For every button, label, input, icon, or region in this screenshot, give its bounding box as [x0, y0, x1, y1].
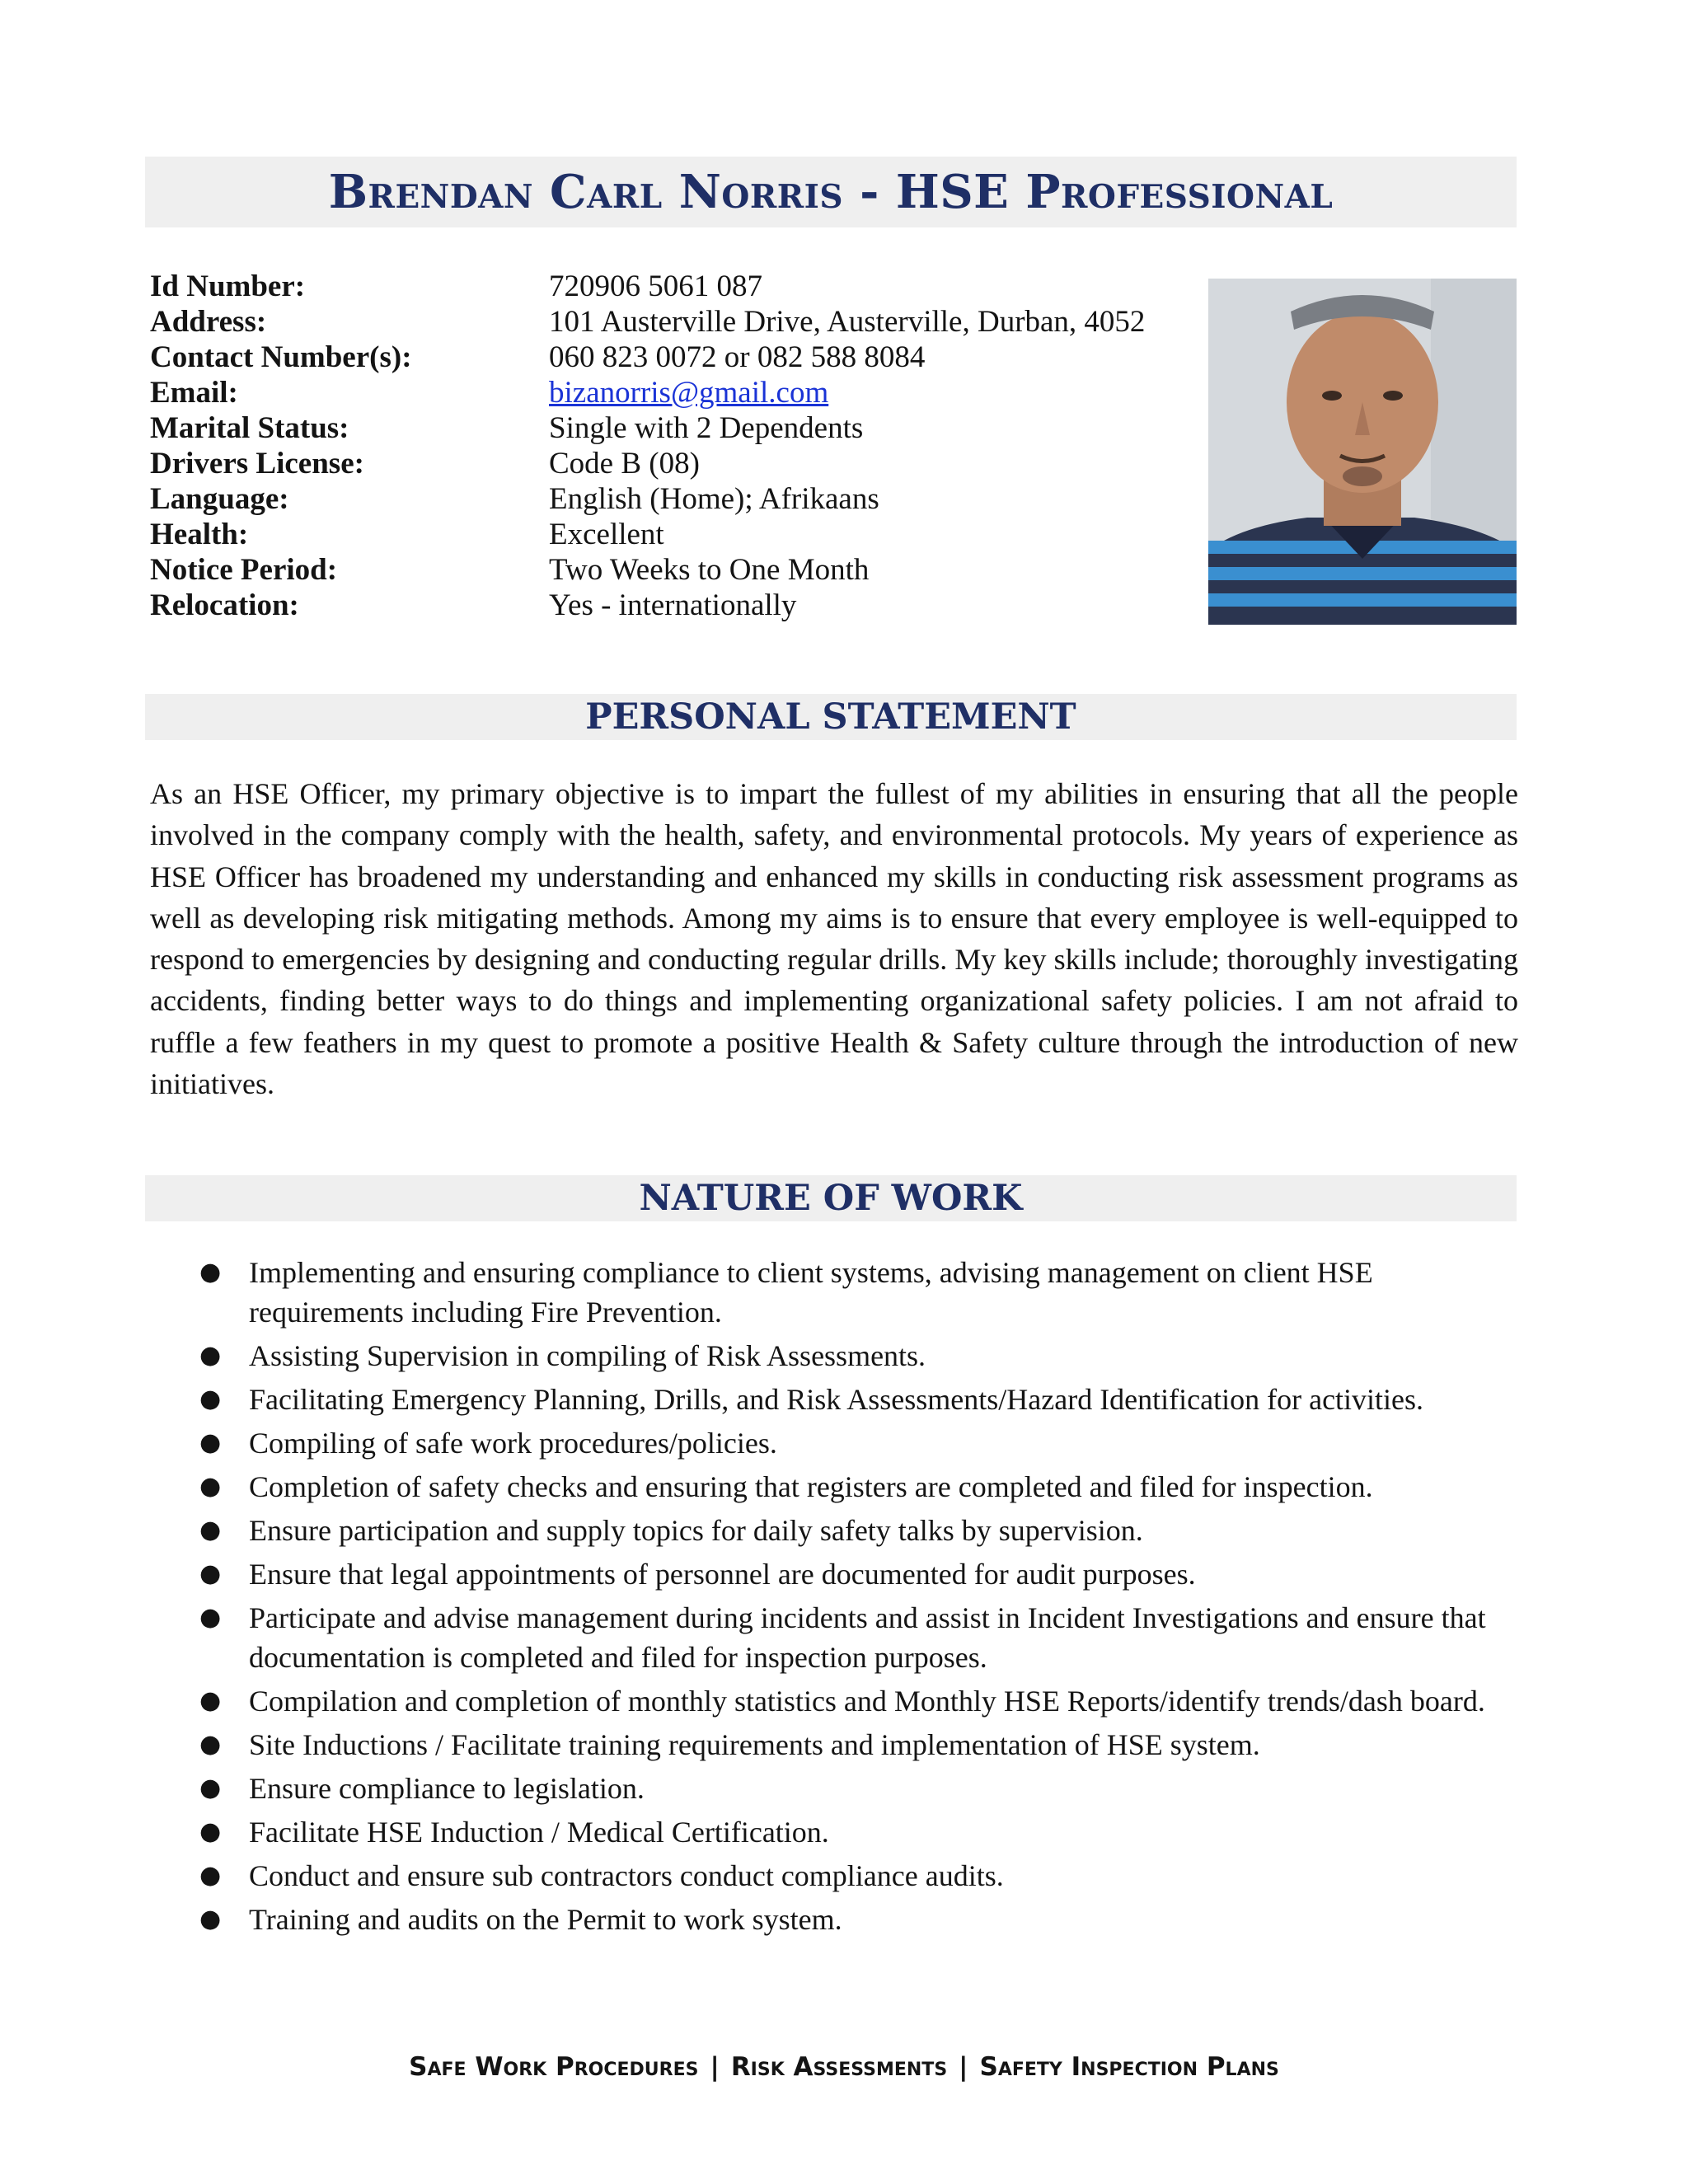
info-value: 720906 5061 087	[549, 269, 762, 303]
list-item	[150, 1900, 1518, 1939]
list-item-text: Ensure participation and supply topics for daily safety talks by supervision.	[249, 1514, 1143, 1547]
info-value: Excellent	[549, 518, 664, 551]
info-label: Health:	[150, 518, 249, 551]
list-item	[150, 1681, 1518, 1721]
list-item	[150, 1380, 1518, 1419]
info-label: Id Number:	[150, 269, 306, 303]
info-label: Language:	[150, 482, 289, 516]
info-label: Drivers License:	[150, 447, 364, 480]
list-item	[150, 1336, 1518, 1376]
footer-separator: |	[959, 2052, 968, 2082]
list-item	[150, 1598, 1518, 1677]
bullet-icon: ●	[199, 1774, 222, 1802]
info-row-contact	[150, 340, 1197, 375]
info-row-marital-status	[150, 410, 1197, 446]
list-item	[150, 1554, 1518, 1594]
bullet-icon: ●	[199, 1817, 222, 1846]
nature-of-work-heading: NATURE OF WORK	[639, 1178, 1023, 1219]
list-item	[150, 1769, 1518, 1808]
footer-item: Safe Work Procedures	[409, 2052, 699, 2082]
bullet-icon: ●	[199, 1258, 222, 1286]
list-item-text: Compilation and completion of monthly statistics and Monthly HSE Reports/identify trends/dash board.	[249, 1685, 1485, 1718]
footer-item: Safety Inspection Plans	[979, 2052, 1279, 2082]
personal-statement-text: As an HSE Officer, my primary objective is to impart the fullest of my abilities in ensuring that all the people involved in the company comply with the health, safety, and environmental protocols. My years of experience as HSE Officer has broadened my understanding and enhanced my skills in conducting risk assessment programs as well as developing risk mitigating methods. Among my aims is to ensure that every employee is well-equipped to respond to emergencies by designing and conducting regular drills. My key skills include; thoroughly investigating accidents, finding better ways to do things and implementing organizational safety policies. I am not afraid to ruffle a few feathers in my quest to promote a positive Health & Safety culture through the introduction of new initiatives.	[150, 777, 1518, 1101]
bullet-icon: ●	[199, 1341, 222, 1370]
list-item	[150, 1423, 1518, 1463]
bullet-icon: ●	[199, 1428, 222, 1457]
bullet-icon: ●	[199, 1905, 222, 1933]
list-item	[150, 1725, 1518, 1765]
email-link[interactable]: bizanorris@gmail.com	[549, 376, 829, 410]
profile-photo	[1208, 279, 1517, 625]
list-item-text: Ensure compliance to legislation.	[249, 1772, 645, 1805]
list-item	[150, 1511, 1518, 1550]
footer-tagline	[0, 2052, 1688, 2082]
nature-of-work-list	[150, 1253, 1518, 1943]
info-value: Yes - internationally	[549, 588, 797, 622]
info-value: 060 823 0072 or 082 588 8084	[549, 340, 926, 374]
info-label: Marital Status:	[150, 411, 349, 445]
bullet-icon: ●	[199, 1516, 222, 1544]
bullet-icon: ●	[199, 1730, 222, 1759]
title-banner	[145, 157, 1517, 227]
info-row-health	[150, 517, 1197, 552]
bullet-icon: ●	[199, 1603, 222, 1632]
info-row-address	[150, 304, 1197, 340]
bullet-icon: ●	[199, 1559, 222, 1588]
info-value: Code B (08)	[549, 447, 700, 480]
list-item	[150, 1467, 1518, 1507]
info-label: Address:	[150, 305, 267, 339]
list-item	[150, 1856, 1518, 1896]
info-label: Relocation:	[150, 588, 299, 622]
personal-statement-banner	[145, 694, 1517, 740]
bullet-icon: ●	[199, 1686, 222, 1715]
info-value: English (Home); Afrikaans	[549, 482, 879, 516]
info-value: Single with 2 Dependents	[549, 411, 864, 445]
bullet-icon: ●	[199, 1861, 222, 1890]
list-item-text: Ensure that legal appointments of personnel are documented for audit purposes.	[249, 1558, 1196, 1591]
info-row-id-number	[150, 269, 1197, 304]
list-item-text: Completion of safety checks and ensuring that registers are completed and filed for inspection.	[249, 1470, 1373, 1503]
info-row-drivers-license	[150, 446, 1197, 481]
list-item-text: Conduct and ensure sub contractors conduct compliance audits.	[249, 1859, 1004, 1892]
list-item-text: Implementing and ensuring compliance to client systems, advising management on client HSE requirements including Fire Prevention.	[249, 1256, 1373, 1329]
list-item	[150, 1253, 1518, 1332]
info-row-notice-period	[150, 552, 1197, 588]
info-value: Two Weeks to One Month	[549, 553, 870, 587]
list-item-text: Facilitating Emergency Planning, Drills, and Risk Assessments/Hazard Identification for activities.	[249, 1383, 1424, 1416]
info-label: Email:	[150, 376, 238, 410]
info-row-email	[150, 375, 1197, 410]
info-label: Notice Period:	[150, 553, 338, 587]
list-item-text: Training and audits on the Permit to work system.	[249, 1903, 842, 1936]
list-item-text: Site Inductions / Facilitate training requirements and implementation of HSE system.	[249, 1728, 1260, 1761]
nature-of-work-banner	[145, 1175, 1517, 1221]
personal-details	[150, 269, 1197, 623]
page-title: Brendan Carl Norris - HSE Professional	[328, 165, 1334, 219]
info-label: Contact Number(s):	[150, 340, 412, 374]
bullet-icon: ●	[199, 1385, 222, 1413]
list-item-text: Assisting Supervision in compiling of Risk Assessments.	[249, 1339, 926, 1372]
profile-photo-illustration	[1208, 279, 1517, 625]
personal-statement-heading: PERSONAL STATEMENT	[585, 696, 1076, 738]
list-item-text: Participate and advise management during incidents and assist in Incident Investigations and ensure that documentation is completed and filed for inspection purposes.	[249, 1601, 1486, 1674]
footer-separator: |	[710, 2052, 720, 2082]
list-item-text: Facilitate HSE Induction / Medical Certification.	[249, 1816, 829, 1849]
info-row-relocation	[150, 588, 1197, 623]
info-row-language	[150, 481, 1197, 517]
list-item-text: Compiling of safe work procedures/policies.	[249, 1427, 777, 1460]
footer-item: Risk Assessments	[730, 2052, 948, 2082]
list-item	[150, 1812, 1518, 1852]
info-value: 101 Austerville Drive, Austerville, Durban, 4052	[549, 305, 1146, 339]
bullet-icon: ●	[199, 1472, 222, 1501]
